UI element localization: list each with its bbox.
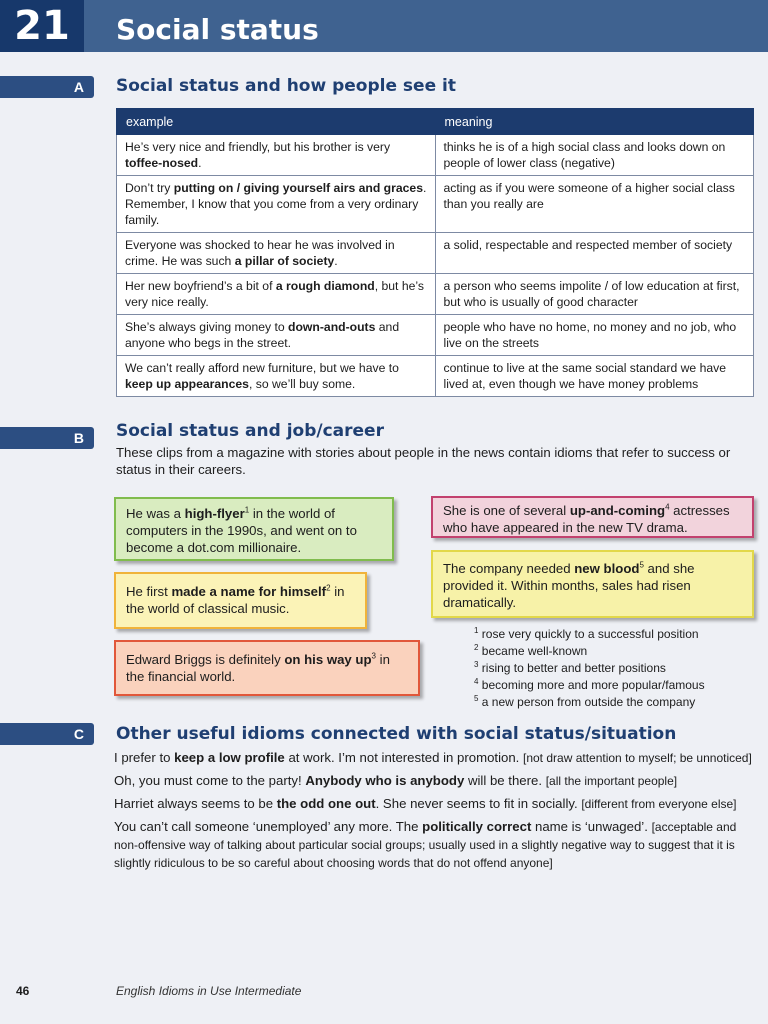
table-row bbox=[117, 176, 754, 233]
idiom: a pillar of society bbox=[234, 254, 335, 268]
idiom: Anybody who is anybody bbox=[305, 773, 465, 788]
idiom: toffee-nosed bbox=[125, 156, 199, 170]
example-cell: He’s very nice and friendly, but his brother is very toffee-nosed. bbox=[117, 135, 436, 176]
idiom: on his way up bbox=[284, 652, 372, 667]
idiom: keep a low profile bbox=[174, 750, 285, 765]
idiom: the odd one out bbox=[276, 796, 376, 811]
idiom: a rough diamond bbox=[275, 279, 375, 293]
gloss: [acceptable and non-offensive way of talking about particular social groups; usually used in a slightly negative way to suggest that it is slightly ridiculous to be so careful about choosing words that do not offend anyone] bbox=[114, 820, 737, 870]
gloss: [all the important people] bbox=[545, 774, 678, 788]
idiom-example: I prefer to keep a low profile at work. I’m not interested in promotion. [not draw attention to myself; be unnoticed] bbox=[114, 750, 752, 765]
footnotes-list bbox=[474, 626, 705, 711]
section-label-a: A bbox=[0, 76, 94, 98]
idiom: new blood bbox=[574, 561, 640, 576]
meaning-cell: thinks he is of a high social class and looks down on people of lower class (negative) bbox=[435, 135, 754, 176]
section-heading-c: Other useful idioms connected with social status/situation bbox=[116, 724, 677, 744]
section-c-body bbox=[114, 749, 759, 877]
footnote-ref: 4 bbox=[665, 502, 670, 512]
gloss: [not draw attention to myself; be unnoticed] bbox=[523, 751, 752, 765]
example-cell: We can’t really afford new furniture, but we have to keep up appearances, so we’ll buy some. bbox=[117, 356, 436, 397]
news-clip-high-flyer: He was a high-flyer$^1$ in the world of computers in the 1990s, and went on to become a dot.com millionaire. bbox=[114, 497, 394, 561]
news-clip-on-his-way-up: Edward Briggs is definitely on his way $up^3$ in the financial world. bbox=[114, 640, 420, 696]
table-row bbox=[117, 135, 754, 176]
idiom-example: You can’t call someone ‘unemployed’ any more. The politically correct name is ‘unwaged’. [acceptable and non-offensive way of talking about particular social groups; usually used in a slightly negative way to suggest that it is slightly ridiculous to be so careful about choosing words that do not offend anyone] bbox=[114, 819, 737, 870]
footnote-ref: 1 bbox=[244, 505, 250, 515]
idiom: keep up appearances bbox=[125, 377, 249, 391]
table-header-row bbox=[117, 109, 754, 135]
idiom: politically correct bbox=[422, 819, 532, 834]
unit-title: Social status bbox=[116, 13, 319, 46]
news-clip-up-and-coming: She is one of several up-and-coming$^4$ actresses who have appeared in the new TV drama. bbox=[431, 496, 754, 538]
meaning-cell: a solid, respectable and respected member of society bbox=[435, 233, 754, 274]
news-clip-made-a-name: He first made a name for himself$^2$ in the world of classical music. bbox=[114, 572, 367, 629]
example-cell: Don’t try putting on / giving yourself airs and graces. Remember, I know that you come from a very ordinary family. bbox=[117, 176, 436, 233]
idiom: up-and-coming bbox=[569, 503, 666, 518]
section-heading-b: Social status and job/career bbox=[116, 421, 384, 441]
table-row bbox=[117, 356, 754, 397]
meaning-cell: a person who seems impolite / of low education at first, but who is usually of good character bbox=[435, 274, 754, 315]
news-clip-new-blood: The company needed new blood$^5$ and she provided it. Within months, sales had risen dramatically. bbox=[431, 550, 754, 618]
footnote: $^5$ a new person from outside the company bbox=[474, 694, 696, 709]
footnote-ref: 3 bbox=[371, 651, 376, 661]
idiom-example: Harriet always seems to be the odd one out. She never seems to fit in socially. [different from everyone else] bbox=[114, 796, 737, 811]
gloss: [different from everyone else] bbox=[581, 797, 737, 811]
footnote-ref: 5 bbox=[639, 560, 644, 570]
column-header-example: example bbox=[117, 109, 436, 135]
table-row bbox=[117, 274, 754, 315]
footnote: $^1$ rose very quickly to a successful position bbox=[474, 626, 699, 641]
footnote: $^3$ rising to better and better positions bbox=[474, 660, 666, 675]
example-cell: Her new boyfriend’s a bit of a rough diamond, but he’s very nice really. bbox=[117, 274, 436, 315]
meaning-cell: continue to live at the same social standard we have lived at, even though we have money problems bbox=[435, 356, 754, 397]
page-number: 46 bbox=[16, 984, 30, 998]
table-row bbox=[117, 233, 754, 274]
idiom-example: Oh, you must come to the party! Anybody who is anybody will be there. [all the important people] bbox=[114, 773, 678, 788]
idiom: high-flyer bbox=[184, 506, 245, 521]
section-label-b: B bbox=[0, 427, 94, 449]
idiom: putting on / giving yourself airs and graces bbox=[173, 181, 423, 195]
idiom: down-and-outs bbox=[288, 320, 376, 334]
example-cell: Everyone was shocked to hear he was involved in crime. He was such a pillar of society. bbox=[117, 233, 436, 274]
column-header-meaning: meaning bbox=[435, 109, 754, 135]
section-label-c: C bbox=[0, 723, 94, 745]
table-row bbox=[117, 315, 754, 356]
idiom: made a name for himself bbox=[171, 584, 327, 599]
book-title: English Idioms in Use Intermediate bbox=[116, 984, 302, 998]
unit-number: 21 bbox=[0, 0, 84, 52]
footnote: $^2$ became well-known bbox=[474, 643, 588, 658]
section-heading-a: Social status and how people see it bbox=[116, 76, 456, 96]
section-b-intro: These clips from a magazine with stories about people in the news contain idioms that refer to success or status in their careers. bbox=[116, 445, 731, 477]
idioms-table bbox=[116, 108, 754, 397]
example-cell: She’s always giving money to down-and-outs and anyone who begs in the street. bbox=[117, 315, 436, 356]
meaning-cell: acting as if you were someone of a higher social class than you really are bbox=[435, 176, 754, 233]
meaning-cell: people who have no home, no money and no job, who live on the streets bbox=[435, 315, 754, 356]
footnote-ref: 2 bbox=[326, 583, 331, 593]
footnote: $^4$ becoming more and more popular/famous bbox=[474, 677, 705, 692]
